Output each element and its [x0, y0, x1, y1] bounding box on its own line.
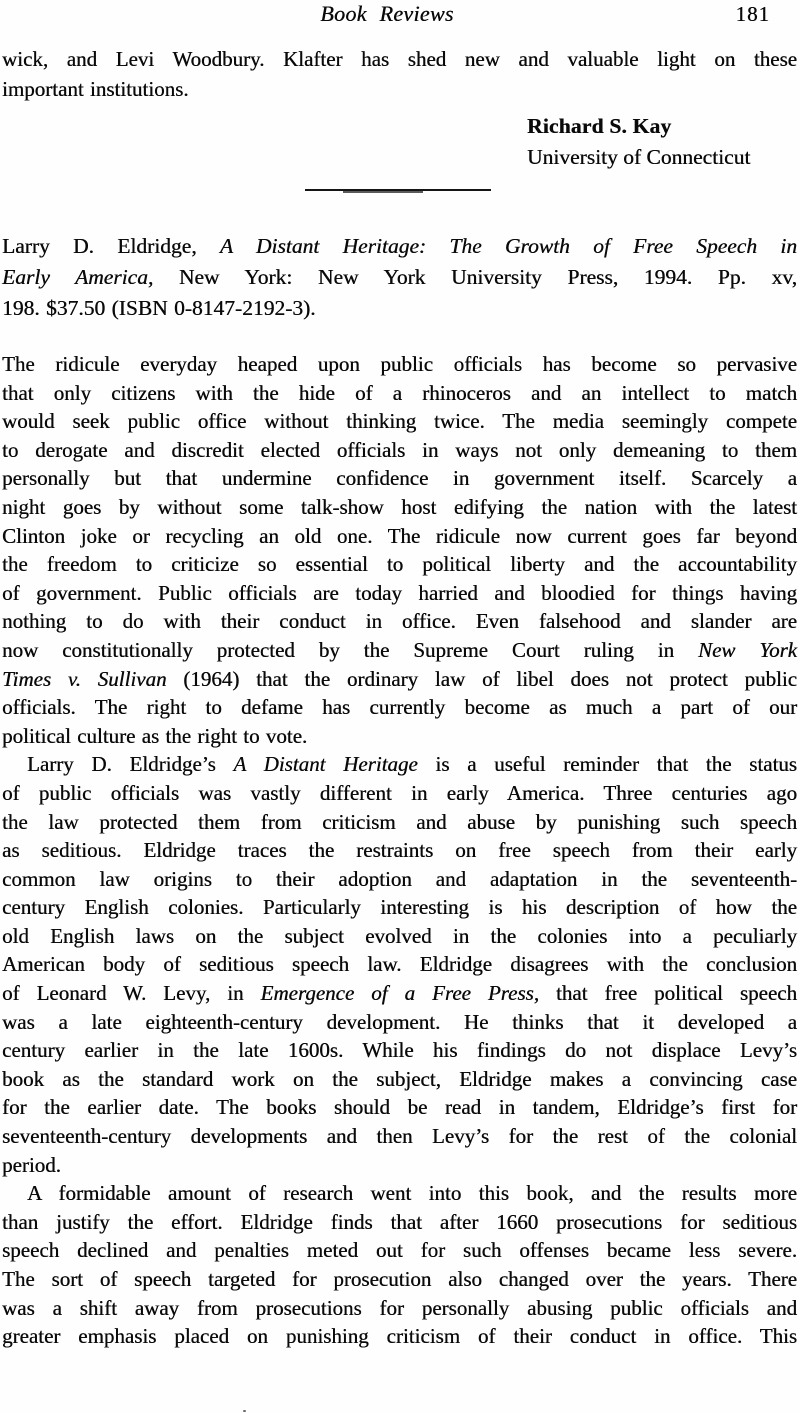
page-number: 181	[735, 2, 770, 26]
previous-review-fragment	[2, 44, 797, 104]
text-line: important institutions.	[2, 77, 189, 101]
text-line: American body of seditious speech law. Eldridge disagrees with the conclusion	[2, 952, 797, 977]
paragraph	[2, 1179, 797, 1351]
text-line: greater emphasis placed on punishing criticism of their conduct in office. This	[2, 1324, 797, 1349]
text-line: Larry D. Eldridge, A Distant Heritage: The Growth of Free Speech in	[2, 234, 797, 258]
text-line: the freedom to criticize so essential to political liberty and the accountability	[2, 552, 797, 577]
section-divider-rule	[305, 189, 491, 191]
text-line: old English laws on the subject evolved in the colonies into a peculiarly	[2, 923, 797, 948]
reviewer-signature	[527, 111, 750, 173]
text-line: common law origins to their adoption and adaptation in the seventeenth-	[2, 866, 797, 891]
text-line: was a late eighteenth-century development. He thinks that it developed a	[2, 1009, 797, 1034]
text-line: for the earlier date. The books should be read in tandem, Eldridge’s first for	[2, 1095, 797, 1120]
text-line: 198. $37.50 (ISBN 0-8147-2192-3).	[2, 296, 316, 320]
text-line: book as the standard work on the subject, Eldridge makes a convincing case	[2, 1066, 797, 1091]
text-line: century English colonies. Particularly interesting is his description of how the	[2, 895, 797, 920]
text-line: The ridicule everyday heaped upon public officials has become so pervasive	[2, 352, 797, 376]
scan-speck-artifact	[243, 1410, 246, 1412]
text-line: now constitutionally protected by the Supreme Court ruling in New York	[2, 637, 797, 662]
text-line: would seek public office without thinking twice. The media seemingly compete	[2, 409, 797, 434]
paragraph	[2, 750, 797, 1179]
text-line: Early America, New York: New York University Press, 1994. Pp. xv,	[2, 265, 797, 289]
text-line: than justify the effort. Eldridge finds that after 1660 prosecutions for seditious	[2, 1209, 797, 1234]
paragraph	[2, 350, 797, 750]
text-line: of Leonard W. Levy, in Emergence of a Free Press, that free political speech	[2, 981, 797, 1006]
text-line: nothing to do with their conduct in office. Even falsehood and slander are	[2, 609, 797, 634]
review-body	[2, 350, 797, 1351]
text-line: century earlier in the late 1600s. While his findings do not displace Levy’s	[2, 1038, 797, 1063]
text-line: political culture as the right to vote.	[2, 723, 308, 748]
text-line: A formidable amount of research went into this book, and the results more	[27, 1181, 797, 1206]
text-line: night goes by without some talk-show host edifying the nation with the latest	[2, 494, 797, 519]
text-line: the law protected them from criticism and abuse by punishing such speech	[2, 809, 797, 834]
text-line: seventeenth-century developments and then Levy’s for the rest of the colonial	[2, 1124, 797, 1149]
text-line: of government. Public officials are today harried and bloodied for things having	[2, 580, 797, 605]
text-line: wick, and Levi Woodbury. Klafter has shed new and valuable light on these	[2, 47, 797, 71]
text-line: speech declined and penalties meted out for such offenses became less severe.	[2, 1238, 797, 1263]
text-line: of public officials was vastly different in early America. Three centuries ago	[2, 780, 797, 805]
text-line: as seditious. Eldridge traces the restraints on free speech from their early	[2, 838, 797, 863]
book-citation	[2, 231, 797, 324]
text-line: officials. The right to defame has currently become as much a part of our	[2, 695, 797, 720]
text-line: was a shift away from prosecutions for personally abusing public officials and	[2, 1295, 797, 1320]
text-line: The sort of speech targeted for prosecution also changed over the years. There	[2, 1267, 797, 1291]
text-line: personally but that undermine confidence in government itself. Scarcely a	[2, 466, 797, 491]
running-header: Book Reviews	[320, 1, 454, 26]
text-line: that only citizens with the hide of a rhinoceros and an intellect to match	[2, 380, 797, 405]
reviewer-name: Richard S. Kay	[527, 114, 672, 138]
text-line: Clinton joke or recycling an old one. The ridicule now current goes far beyond	[2, 523, 797, 548]
text-line: Larry D. Eldridge’s A Distant Heritage is a useful reminder that the status	[27, 752, 797, 777]
text-line: period.	[2, 1152, 61, 1177]
text-line: to derogate and discredit elected officials in ways not only demeaning to them	[2, 437, 797, 462]
reviewer-affiliation: University of Connecticut	[527, 145, 751, 169]
text-line: Times v. Sullivan (1964) that the ordinary law of libel does not protect public	[2, 666, 797, 691]
